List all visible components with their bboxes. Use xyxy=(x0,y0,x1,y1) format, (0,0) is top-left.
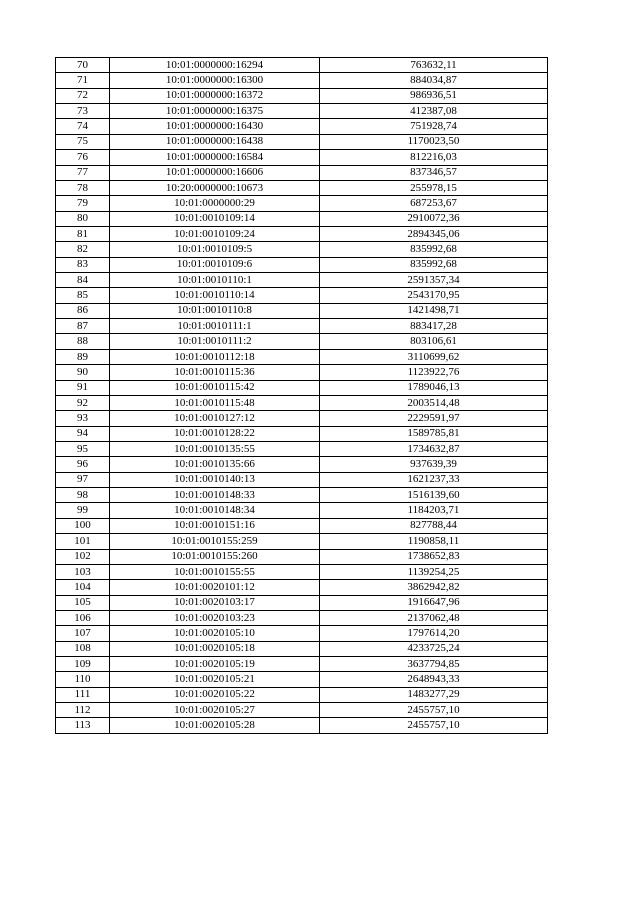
cadastral-number-cell: 10:01:0000000:16372 xyxy=(110,88,320,103)
cadastral-value-cell: 1483277,29 xyxy=(320,687,548,702)
row-number-cell: 70 xyxy=(56,58,110,73)
cadastral-number-cell: 10:01:0000000:16438 xyxy=(110,134,320,149)
cadastral-number-cell: 10:01:0020105:21 xyxy=(110,672,320,687)
table-row xyxy=(56,150,548,165)
cadastral-number-cell: 10:01:0000000:16294 xyxy=(110,58,320,73)
cadastral-number-cell: 10:01:0010128:22 xyxy=(110,426,320,441)
cadastral-value-cell: 2455757,10 xyxy=(320,703,548,718)
table-row xyxy=(56,226,548,241)
row-number-cell: 99 xyxy=(56,503,110,518)
table-row xyxy=(56,564,548,579)
cadastral-number-cell: 10:01:0010115:42 xyxy=(110,380,320,395)
cadastral-number-cell: 10:01:0020105:27 xyxy=(110,703,320,718)
row-number-cell: 87 xyxy=(56,319,110,334)
cadastral-value-cell: 986936,51 xyxy=(320,88,548,103)
cadastral-value-cell: 4233725,24 xyxy=(320,641,548,656)
cadastral-number-cell: 10:01:0010155:259 xyxy=(110,534,320,549)
cadastral-number-cell: 10:01:0010155:260 xyxy=(110,549,320,564)
table-row xyxy=(56,534,548,549)
table-row xyxy=(56,580,548,595)
row-number-cell: 111 xyxy=(56,687,110,702)
table-row xyxy=(56,257,548,272)
cadastral-number-cell: 10:01:0010111:1 xyxy=(110,319,320,334)
cadastral-number-cell: 10:01:0010112:18 xyxy=(110,349,320,364)
row-number-cell: 75 xyxy=(56,134,110,149)
table-row xyxy=(56,211,548,226)
cadastral-value-cell: 687253,67 xyxy=(320,196,548,211)
table-row xyxy=(56,180,548,195)
row-number-cell: 77 xyxy=(56,165,110,180)
table-row xyxy=(56,303,548,318)
table-row xyxy=(56,334,548,349)
table-row xyxy=(56,288,548,303)
table-row xyxy=(56,104,548,119)
row-number-cell: 106 xyxy=(56,610,110,625)
cadastral-value-cell: 3637794,85 xyxy=(320,657,548,672)
cadastral-value-cell: 803106,61 xyxy=(320,334,548,349)
row-number-cell: 104 xyxy=(56,580,110,595)
cadastral-number-cell: 10:01:0010155:55 xyxy=(110,564,320,579)
table-row xyxy=(56,134,548,149)
cadastral-value-cell: 1589785,81 xyxy=(320,426,548,441)
row-number-cell: 74 xyxy=(56,119,110,134)
table-row xyxy=(56,88,548,103)
cadastral-value-cell: 2894345,06 xyxy=(320,226,548,241)
cadastral-value-cell: 1789046,13 xyxy=(320,380,548,395)
table-row xyxy=(56,457,548,472)
row-number-cell: 85 xyxy=(56,288,110,303)
cadastral-value-cell: 1123922,76 xyxy=(320,365,548,380)
row-number-cell: 84 xyxy=(56,273,110,288)
cadastral-number-cell: 10:01:0020105:10 xyxy=(110,626,320,641)
table-row xyxy=(56,626,548,641)
cadastral-number-cell: 10:01:0010151:16 xyxy=(110,518,320,533)
row-number-cell: 96 xyxy=(56,457,110,472)
row-number-cell: 72 xyxy=(56,88,110,103)
cadastral-number-cell: 10:01:0010111:2 xyxy=(110,334,320,349)
cadastral-value-cell: 763632,11 xyxy=(320,58,548,73)
cadastral-value-cell: 1139254,25 xyxy=(320,564,548,579)
cadastral-value-cell: 884034,87 xyxy=(320,73,548,88)
cadastral-value-cell: 255978,15 xyxy=(320,180,548,195)
cadastral-value-cell: 827788,44 xyxy=(320,518,548,533)
table-row xyxy=(56,165,548,180)
table-row xyxy=(56,411,548,426)
cadastral-number-cell: 10:01:0020105:19 xyxy=(110,657,320,672)
row-number-cell: 90 xyxy=(56,365,110,380)
cadastral-value-cell: 883417,28 xyxy=(320,319,548,334)
table-row xyxy=(56,672,548,687)
table-row xyxy=(56,273,548,288)
table-row xyxy=(56,441,548,456)
cadastral-value-cell: 2137062,48 xyxy=(320,610,548,625)
row-number-cell: 73 xyxy=(56,104,110,119)
cadastral-value-cell: 1184203,71 xyxy=(320,503,548,518)
row-number-cell: 97 xyxy=(56,472,110,487)
row-number-cell: 91 xyxy=(56,380,110,395)
cadastral-value-cell: 1170023,50 xyxy=(320,134,548,149)
cadastral-value-cell: 3110699,62 xyxy=(320,349,548,364)
cadastral-number-cell: 10:01:0010110:14 xyxy=(110,288,320,303)
cadastral-number-cell: 10:01:0010148:34 xyxy=(110,503,320,518)
row-number-cell: 95 xyxy=(56,441,110,456)
cadastral-value-cell: 1516139,60 xyxy=(320,488,548,503)
table-row xyxy=(56,242,548,257)
row-number-cell: 110 xyxy=(56,672,110,687)
table-row xyxy=(56,472,548,487)
table-row xyxy=(56,73,548,88)
cadastral-number-cell: 10:01:0020101:12 xyxy=(110,580,320,595)
table-row xyxy=(56,380,548,395)
table-body xyxy=(56,58,548,734)
cadastral-value-cell: 3862942,82 xyxy=(320,580,548,595)
cadastral-number-cell: 10:01:0000000:16430 xyxy=(110,119,320,134)
cadastral-number-cell: 10:01:0020105:18 xyxy=(110,641,320,656)
table-row xyxy=(56,395,548,410)
cadastral-number-cell: 10:01:0010135:66 xyxy=(110,457,320,472)
cadastral-value-cell: 412387,08 xyxy=(320,104,548,119)
table-row xyxy=(56,687,548,702)
table-row xyxy=(56,319,548,334)
table-row xyxy=(56,426,548,441)
row-number-cell: 112 xyxy=(56,703,110,718)
table-row xyxy=(56,196,548,211)
cadastral-value-cell: 2648943,33 xyxy=(320,672,548,687)
cadastral-number-cell: 10:20:0000000:10673 xyxy=(110,180,320,195)
table-row xyxy=(56,641,548,656)
row-number-cell: 89 xyxy=(56,349,110,364)
table-row xyxy=(56,610,548,625)
cadastral-number-cell: 10:01:0010127:12 xyxy=(110,411,320,426)
row-number-cell: 81 xyxy=(56,226,110,241)
cadastral-value-cell: 1621237,33 xyxy=(320,472,548,487)
row-number-cell: 101 xyxy=(56,534,110,549)
row-number-cell: 93 xyxy=(56,411,110,426)
row-number-cell: 100 xyxy=(56,518,110,533)
row-number-cell: 113 xyxy=(56,718,110,733)
table-row xyxy=(56,365,548,380)
cadastral-value-cell: 835992,68 xyxy=(320,242,548,257)
cadastral-number-cell: 10:01:0000000:16584 xyxy=(110,150,320,165)
cadastral-number-cell: 10:01:0020103:23 xyxy=(110,610,320,625)
row-number-cell: 108 xyxy=(56,641,110,656)
cadastral-number-cell: 10:01:0000000:29 xyxy=(110,196,320,211)
table-row xyxy=(56,488,548,503)
table-row xyxy=(56,595,548,610)
row-number-cell: 78 xyxy=(56,180,110,195)
row-number-cell: 82 xyxy=(56,242,110,257)
cadastral-number-cell: 10:01:0010115:48 xyxy=(110,395,320,410)
row-number-cell: 105 xyxy=(56,595,110,610)
cadastral-number-cell: 10:01:0010109:14 xyxy=(110,211,320,226)
cadastral-value-cell: 2591357,34 xyxy=(320,273,548,288)
cadastral-number-cell: 10:01:0020105:28 xyxy=(110,718,320,733)
cadastral-value-cell: 2229591,97 xyxy=(320,411,548,426)
cadastral-number-cell: 10:01:0010115:36 xyxy=(110,365,320,380)
cadastral-number-cell: 10:01:0020103:17 xyxy=(110,595,320,610)
table-row xyxy=(56,549,548,564)
cadastral-value-cell: 937639,39 xyxy=(320,457,548,472)
row-number-cell: 102 xyxy=(56,549,110,564)
cadastral-value-cell: 1738652,83 xyxy=(320,549,548,564)
cadastral-number-cell: 10:01:0010109:5 xyxy=(110,242,320,257)
cadastral-value-cell: 1916647,96 xyxy=(320,595,548,610)
cadastral-number-cell: 10:01:0000000:16300 xyxy=(110,73,320,88)
row-number-cell: 88 xyxy=(56,334,110,349)
cadastral-value-cell: 835992,68 xyxy=(320,257,548,272)
cadastral-value-cell: 837346,57 xyxy=(320,165,548,180)
table-row xyxy=(56,657,548,672)
cadastral-number-cell: 10:01:0010110:8 xyxy=(110,303,320,318)
cadastral-number-cell: 10:01:0010135:55 xyxy=(110,441,320,456)
table-row xyxy=(56,703,548,718)
table-row xyxy=(56,718,548,733)
row-number-cell: 107 xyxy=(56,626,110,641)
cadastral-number-cell: 10:01:0010109:24 xyxy=(110,226,320,241)
cadastral-number-cell: 10:01:0000000:16375 xyxy=(110,104,320,119)
table-row xyxy=(56,58,548,73)
cadastral-value-cell: 2455757,10 xyxy=(320,718,548,733)
cadastral-value-cell: 1797614,20 xyxy=(320,626,548,641)
cadastral-number-cell: 10:01:0020105:22 xyxy=(110,687,320,702)
cadastral-number-cell: 10:01:0010109:6 xyxy=(110,257,320,272)
row-number-cell: 79 xyxy=(56,196,110,211)
table-row xyxy=(56,518,548,533)
row-number-cell: 94 xyxy=(56,426,110,441)
cadastral-number-cell: 10:01:0010148:33 xyxy=(110,488,320,503)
cadastral-value-cell: 1190858,11 xyxy=(320,534,548,549)
row-number-cell: 80 xyxy=(56,211,110,226)
cadastral-value-table xyxy=(55,57,548,734)
table-row xyxy=(56,349,548,364)
table-row xyxy=(56,503,548,518)
cadastral-value-cell: 812216,03 xyxy=(320,150,548,165)
cadastral-value-cell: 1734632,87 xyxy=(320,441,548,456)
row-number-cell: 83 xyxy=(56,257,110,272)
row-number-cell: 76 xyxy=(56,150,110,165)
cadastral-value-cell: 751928,74 xyxy=(320,119,548,134)
row-number-cell: 92 xyxy=(56,395,110,410)
table-row xyxy=(56,119,548,134)
cadastral-value-cell: 2543170,95 xyxy=(320,288,548,303)
row-number-cell: 109 xyxy=(56,657,110,672)
cadastral-number-cell: 10:01:0010110:1 xyxy=(110,273,320,288)
row-number-cell: 71 xyxy=(56,73,110,88)
cadastral-value-cell: 2910072,36 xyxy=(320,211,548,226)
row-number-cell: 103 xyxy=(56,564,110,579)
cadastral-number-cell: 10:01:0010140:13 xyxy=(110,472,320,487)
cadastral-number-cell: 10:01:0000000:16606 xyxy=(110,165,320,180)
row-number-cell: 86 xyxy=(56,303,110,318)
cadastral-value-cell: 2003514,48 xyxy=(320,395,548,410)
row-number-cell: 98 xyxy=(56,488,110,503)
cadastral-value-cell: 1421498,71 xyxy=(320,303,548,318)
